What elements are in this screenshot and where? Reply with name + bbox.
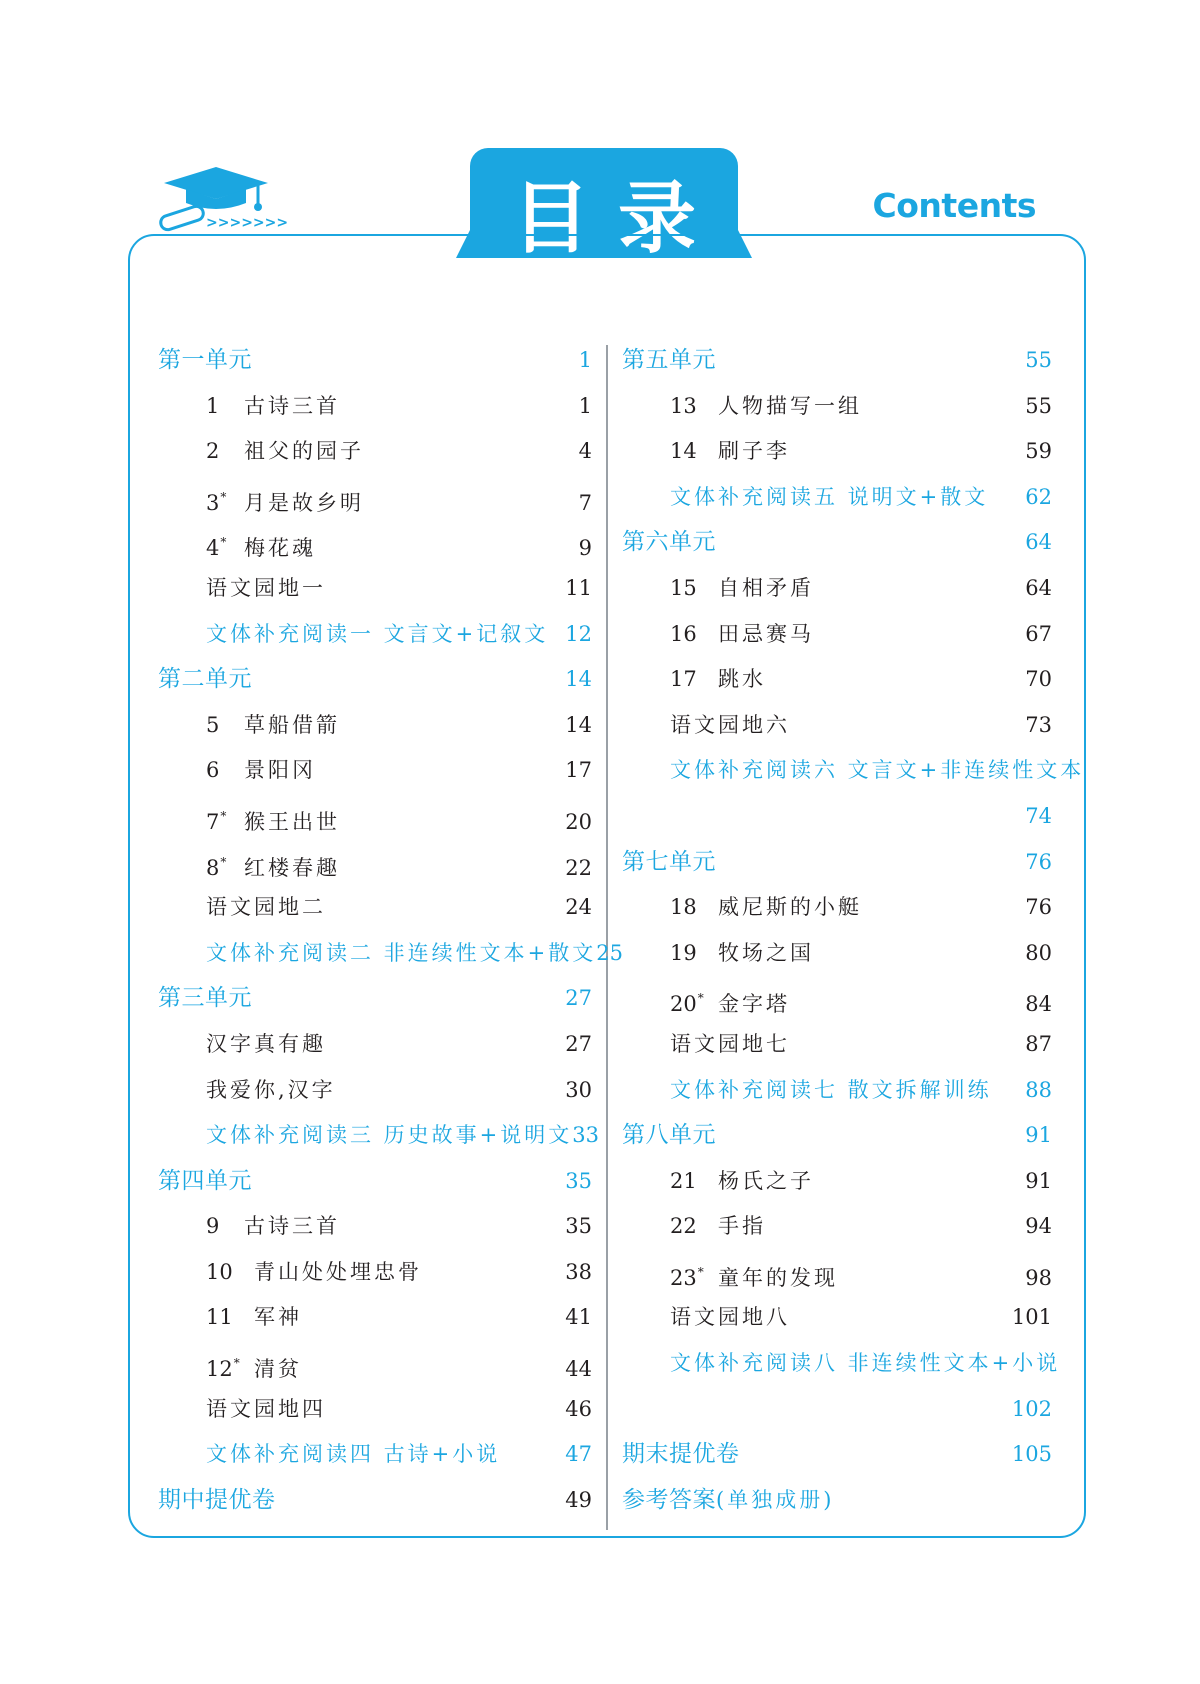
page-number: 98 (1025, 1265, 1052, 1290)
toc-entry-title: 20* 金字塔 (622, 976, 790, 1028)
lesson-number: 22 (670, 1214, 697, 1239)
answer-subtitle: (单独成册) (716, 1487, 835, 1512)
page-number: 105 (1011, 1442, 1052, 1467)
page-number: 91 (1025, 1168, 1052, 1193)
toc-entry-title: 文体补充阅读一 文言文+记叙文 (206, 621, 549, 646)
toc-entry-lesson[interactable] (158, 1341, 592, 1387)
toc-entry-title: 第二单元 (158, 666, 252, 693)
lesson-number: 23* (670, 1264, 704, 1290)
toc-entry-title: 期末提优卷 (622, 1441, 740, 1468)
toc-entry-supp[interactable] (158, 1113, 600, 1159)
lesson-number: 2 (206, 439, 220, 464)
toc-entry-title: 文体补充阅读八 非连续性文本+小说 (670, 1351, 1061, 1376)
lesson-number: 19 (670, 940, 697, 965)
page-number: 80 (1025, 940, 1052, 965)
page-number: 14 (565, 712, 592, 737)
page-number: 47 (565, 1442, 592, 1467)
graduation-cap-icon (158, 165, 288, 235)
page-number: 87 (1025, 1031, 1052, 1056)
toc-entry-title: 21 杨氏之子 (622, 1159, 814, 1205)
toc-entry-title: 7* 猴王出世 (158, 794, 340, 846)
toc-entry-title: 第六单元 (622, 529, 716, 556)
toc-entry-lesson[interactable] (622, 976, 1052, 1022)
page-number: 20 (565, 809, 592, 834)
page-number: 27 (565, 986, 592, 1011)
toc-entry-title: 文体补充阅读七 散文拆解训练 (670, 1077, 992, 1102)
page-number: 14 (565, 667, 592, 692)
toc-entry-title: 17 跳水 (622, 657, 766, 703)
toc-entry-title: 第八单元 (622, 1122, 716, 1149)
page-number: 84 (1025, 992, 1052, 1017)
toc-entry-lesson[interactable] (158, 794, 592, 840)
toc-entry-title: 15 自相矛盾 (622, 566, 814, 612)
toc-entry-title: 第三单元 (158, 985, 252, 1012)
toc-entry-title: 12* 清贫 (158, 1341, 302, 1393)
page-number: 88 (1025, 1077, 1052, 1102)
lesson-number: 16 (670, 621, 697, 646)
toc-entry-title: 3* 月是故乡明 (158, 475, 364, 527)
page-number: 62 (1025, 484, 1052, 509)
page-number: 33 (572, 1123, 600, 1148)
toc-entry-title: 语文园地四 (206, 1396, 326, 1421)
page-number: 76 (1025, 849, 1052, 874)
optional-mark: * (233, 1356, 240, 1371)
toc-entry-title: 13 人物描写一组 (622, 384, 862, 430)
optional-mark: * (220, 535, 227, 550)
toc-entry-lesson[interactable] (622, 429, 1052, 475)
toc-entry-lesson[interactable] (158, 1387, 592, 1433)
toc-entry-lesson[interactable] (158, 1295, 592, 1341)
toc-entry-lesson[interactable] (622, 384, 1052, 430)
toc-entry-lesson[interactable] (158, 520, 592, 566)
svg-text:>>>>>>>: >>>>>>> (206, 215, 288, 231)
toc-entry-unit[interactable] (158, 976, 592, 1022)
toc-entry-unit[interactable] (158, 338, 592, 384)
lesson-number: 3* (206, 489, 227, 515)
toc-entry-title: 文体补充阅读三 历史故事+说明文 (206, 1123, 573, 1148)
page-number: 38 (565, 1259, 592, 1284)
page-number: 70 (1025, 667, 1052, 692)
lesson-number: 7* (206, 808, 227, 834)
toc-entry-lesson[interactable] (622, 657, 1052, 703)
page-number: 102 (1011, 1396, 1052, 1421)
toc-entry-title: 22 手指 (622, 1204, 766, 1250)
toc-entry-lesson[interactable] (158, 885, 592, 931)
toc-entry-title: 10 青山处处埋忠骨 (158, 1250, 422, 1296)
toc-entry-title: 18 威尼斯的小艇 (622, 885, 862, 931)
lesson-number: 13 (670, 393, 697, 418)
page-number: 49 (565, 1487, 592, 1512)
toc-entry-title (622, 1478, 834, 1524)
lesson-number: 21 (670, 1168, 697, 1193)
toc-entry-title: 14 刷子李 (622, 429, 790, 475)
page-number: 35 (565, 1214, 592, 1239)
toc-entry-lesson[interactable] (158, 1022, 592, 1068)
toc-entry-exam-blue[interactable] (622, 1432, 1052, 1478)
page-number: 64 (1025, 575, 1052, 600)
contents-label: Contents (872, 186, 1036, 225)
toc-entry-lesson[interactable] (158, 840, 592, 886)
page-number: 55 (1025, 348, 1052, 372)
page-number: 67 (1025, 621, 1052, 646)
page-number: 22 (565, 855, 592, 880)
lesson-number: 5 (206, 712, 220, 737)
toc-entry-title: 第五单元 (622, 347, 716, 373)
toc-entry-title: 语文园地七 (670, 1031, 790, 1056)
toc-entry-unit[interactable] (622, 840, 1052, 886)
optional-mark: * (220, 489, 227, 504)
page-number: 41 (565, 1305, 592, 1330)
toc-entry-answer[interactable] (622, 1478, 1052, 1524)
page-number: 27 (565, 1031, 592, 1056)
toc-entry-lesson[interactable] (158, 384, 592, 430)
toc-entry-title: 5 草船借箭 (158, 703, 340, 749)
toc-entry-title: 语文园地八 (670, 1305, 790, 1330)
answer-title: 参考答案 (622, 1486, 716, 1513)
toc-entry-title: 文体补充阅读四 古诗+小说 (206, 1442, 501, 1467)
toc-entry-lesson[interactable] (622, 566, 1052, 612)
page-number: 74 (1025, 803, 1052, 828)
toc-entry-lesson[interactable] (622, 1204, 1052, 1250)
toc-entry-title: 语文园地一 (206, 575, 326, 600)
page-number: 1 (578, 393, 592, 418)
lesson-number: 10 (206, 1259, 233, 1284)
lesson-number: 1 (206, 393, 220, 418)
optional-mark: * (220, 854, 227, 869)
toc-entry-title: 语文园地六 (670, 712, 790, 737)
lesson-number: 4* (206, 535, 227, 561)
toc-entry-unit[interactable] (622, 1113, 1052, 1159)
toc-entry-lesson[interactable] (158, 429, 592, 475)
toc-entry-title: 我爱你,汉字 (206, 1077, 336, 1102)
toc-entry-lesson[interactable] (622, 931, 1052, 977)
toc-entry-title: 23* 童年的发现 (622, 1250, 838, 1302)
toc-entry-pageonly[interactable] (622, 1387, 1052, 1433)
toc-entry-title: 第四单元 (158, 1167, 252, 1194)
toc-entry-lesson[interactable] (622, 1250, 1052, 1296)
toc-entry-unit[interactable] (158, 657, 592, 703)
page-number: 59 (1025, 439, 1052, 464)
toc-entry-title: 文体补充阅读二 非连续性文本+散文 (206, 940, 597, 965)
toc-entry-lesson[interactable] (622, 703, 1052, 749)
optional-mark: * (697, 991, 704, 1006)
toc-entry-lesson[interactable] (622, 885, 1052, 931)
page-number: 73 (1025, 712, 1052, 737)
page-number: 91 (1025, 1123, 1052, 1148)
page-number: 101 (1011, 1305, 1052, 1330)
toc-entry-exam[interactable] (158, 1478, 592, 1524)
toc-entry-unit[interactable] (158, 1159, 592, 1205)
toc-entry-title: 6 景阳冈 (158, 748, 316, 794)
lesson-number: 9 (206, 1214, 220, 1239)
toc-entry-title: 19 牧场之国 (622, 931, 814, 977)
page-number: 25 (596, 940, 624, 965)
lesson-number: 17 (670, 667, 697, 692)
page-number: 7 (578, 490, 592, 515)
page-number: 35 (565, 1168, 592, 1193)
page-number: 55 (1025, 393, 1052, 418)
toc-entry-lesson[interactable] (158, 748, 592, 794)
page-number: 4 (578, 439, 592, 464)
toc-entry-title: 2 祖父的园子 (158, 429, 364, 475)
lesson-number: 20* (670, 991, 704, 1017)
lesson-number: 15 (670, 575, 697, 600)
toc-entry-lesson[interactable] (622, 1159, 1052, 1205)
toc-right-column (622, 338, 1085, 1523)
toc-entry-lesson[interactable] (158, 1250, 592, 1296)
toc-entry-lesson[interactable] (158, 1204, 592, 1250)
toc-entry-supp[interactable] (158, 931, 624, 977)
toc-entry-lesson[interactable] (622, 612, 1052, 658)
toc-entry-title: 第七单元 (622, 848, 716, 875)
page-number: 11 (565, 575, 592, 600)
page-number: 17 (565, 758, 592, 783)
toc-entry-supp[interactable] (622, 475, 1052, 521)
toc-entry-lesson[interactable] (158, 703, 592, 749)
optional-mark: * (220, 808, 227, 823)
page-number: 46 (565, 1396, 592, 1421)
optional-mark: * (697, 1264, 704, 1279)
page-number: 9 (578, 536, 592, 561)
toc-entry-title: 汉字真有趣 (206, 1031, 326, 1056)
toc-entry-supp[interactable] (622, 1068, 1052, 1114)
page-number: 44 (565, 1357, 592, 1382)
page-number: 30 (565, 1077, 592, 1102)
toc-entry-lesson[interactable] (622, 1022, 1052, 1068)
toc-left-column (158, 338, 624, 1523)
toc-entry-unit[interactable] (622, 338, 1052, 384)
toc-entry-title: 期中提优卷 (158, 1486, 276, 1513)
toc-entry-supp[interactable] (158, 1432, 592, 1478)
toc-entry-lesson[interactable] (158, 1068, 592, 1114)
toc-entry-supp[interactable] (158, 612, 592, 658)
toc-entry-title: 文体补充阅读六 文言文+非连续性文本 (670, 758, 1085, 783)
toc-entry-lesson[interactable] (158, 566, 592, 612)
toc-entry-title: 11 军神 (158, 1295, 302, 1341)
toc-entry-title: 1 古诗三首 (158, 384, 340, 430)
toc-entry-title: 8* 红楼春趣 (158, 840, 340, 892)
toc-entry-title: 4* 梅花魂 (158, 520, 316, 572)
lesson-number: 18 (670, 895, 697, 920)
page-number: 1 (578, 348, 592, 372)
toc-entry-title: 第一单元 (158, 347, 252, 373)
toc-entry-title: 语文园地二 (206, 895, 326, 920)
lesson-number: 11 (206, 1305, 233, 1330)
lesson-number: 8* (206, 854, 227, 880)
toc-entry-lesson[interactable] (622, 1295, 1052, 1341)
toc-entry-pageonly[interactable] (622, 794, 1052, 840)
toc-entry-supp[interactable] (622, 748, 1085, 794)
toc-entry-unit[interactable] (622, 520, 1052, 566)
page-title: 目录 (511, 174, 724, 264)
toc-entry-title: 9 古诗三首 (158, 1204, 340, 1250)
toc-entry-supp[interactable] (622, 1341, 1061, 1387)
page-number: 24 (565, 895, 592, 920)
toc-entry-lesson[interactable] (158, 475, 592, 521)
page-number: 64 (1025, 530, 1052, 555)
page-number: 94 (1025, 1214, 1052, 1239)
page-number: 12 (565, 621, 592, 646)
page-number: 76 (1025, 895, 1052, 920)
lesson-number: 6 (206, 758, 220, 783)
lesson-number: 14 (670, 439, 697, 464)
toc-entry-title: 文体补充阅读五 说明文+散文 (670, 484, 989, 509)
toc-entry-title: 16 田忌赛马 (622, 612, 814, 658)
lesson-number: 12* (206, 1356, 240, 1382)
